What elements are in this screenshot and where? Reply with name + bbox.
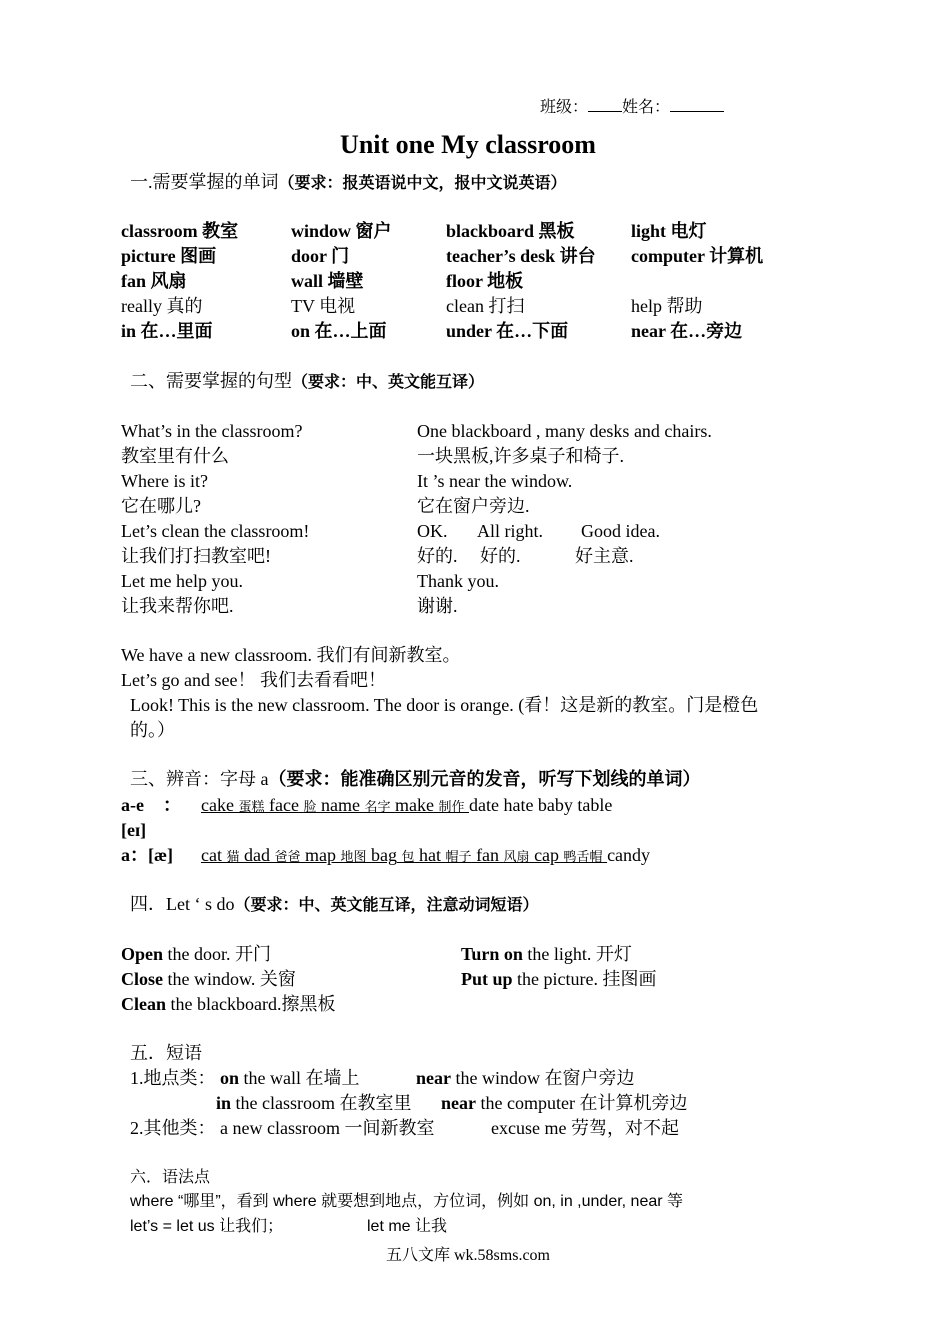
vocab-cell: really 真的: [121, 296, 203, 316]
section3-title: 三、辨音：字母 a: [130, 769, 269, 789]
sentence-cn: 教室里有什么: [121, 446, 229, 466]
action-phrase: [121, 992, 335, 1016]
class-name-line: [540, 96, 724, 120]
word-en: make: [394, 795, 434, 815]
section2-title: 二、需要掌握的句型: [130, 371, 292, 391]
phrase-rest: the classroom 在教室里: [231, 1093, 412, 1113]
phrase: [220, 1066, 360, 1090]
section2-heading: [130, 369, 484, 395]
word-cn: 鸭舌帽: [563, 849, 603, 864]
class-label: 班级：: [540, 99, 589, 116]
action-phrase: [121, 967, 296, 991]
answer-en: Thank you.: [417, 571, 499, 591]
action-phrase: [461, 942, 632, 966]
answer-en: Good idea.: [581, 521, 660, 541]
paragraph-line: We have a new classroom. 我们有间新教室。: [121, 645, 461, 665]
phrase-preposition: on: [220, 1068, 240, 1088]
action-rest: the picture. 挂图画: [512, 969, 657, 989]
vocab-cell: teacher’s desk 讲台: [446, 246, 596, 266]
vocab-cell: help 帮助: [631, 296, 703, 316]
sentence-cn: 它在哪儿?: [121, 496, 201, 516]
vocab-cell: clean 打扫: [446, 296, 525, 316]
a-underlined-words: [201, 845, 607, 865]
place-phrases-label: 1.地点类：: [130, 1068, 216, 1088]
action-verb: Open: [121, 944, 164, 964]
phrase-rest: the computer 在计算机旁边: [476, 1093, 688, 1113]
action-phrase: [121, 942, 271, 966]
phrase: excuse me 劳驾，对不起: [491, 1118, 679, 1138]
word-cn: 猫: [226, 849, 240, 864]
vocab-cell: on 在…上面: [291, 321, 387, 341]
action-verb: Clean: [121, 994, 166, 1014]
phrase-preposition: near: [416, 1068, 451, 1088]
word-cn: 爸爸: [274, 849, 301, 864]
sentence-en: Let’s clean the classroom!: [121, 521, 310, 541]
word-en: name: [320, 795, 360, 815]
section5-title: 五．短语: [130, 1043, 202, 1063]
vocab-cell: floor 地板: [446, 271, 524, 291]
section1-heading: [130, 170, 567, 196]
vocab-cell: light 电灯: [631, 221, 707, 241]
section4-requirement: （要求：中、英文能互译，注意动词短语）: [234, 897, 539, 914]
section4-title: 四．Let ‘ s do: [130, 894, 235, 914]
word-en: cake: [201, 795, 234, 815]
vocab-cell: near 在…旁边: [631, 321, 743, 341]
grammar-line: let’s = let us 让我们；: [130, 1218, 284, 1235]
vocab-cell: door 门: [291, 246, 350, 266]
phrase-rest: the window 在窗户旁边: [451, 1068, 635, 1088]
vocab-cell: TV 电视: [291, 296, 356, 316]
paragraph-line: Look! This is the new classroom. The door is orange. (看！这是新的教室。门是橙色: [130, 695, 759, 715]
answer-cn: 谢谢.: [417, 596, 458, 616]
answer-cn: 一块黑板,许多桌子和椅子.: [417, 446, 624, 466]
vocab-cell: computer 计算机: [631, 246, 764, 266]
action-verb: Turn on: [461, 944, 523, 964]
ae-word-list: [201, 793, 612, 819]
phrase: [441, 1091, 687, 1115]
word-en: dad: [244, 845, 270, 865]
phrase-preposition: in: [216, 1093, 232, 1113]
a-other-words: candy: [607, 845, 651, 865]
ae-other-words: date hate baby table: [468, 795, 613, 815]
section2-requirement: （要求：中、英文能互译）: [292, 374, 485, 391]
word-cn: 制作: [438, 799, 465, 814]
ae-underlined-words: [201, 795, 469, 815]
answer-en: One blackboard , many desks and chairs.: [417, 421, 712, 441]
answer-cn: 好主意.: [575, 546, 634, 566]
name-blank: [670, 97, 724, 112]
word-en: fan: [476, 845, 500, 865]
page-title: Unit one My classroom: [340, 130, 596, 159]
sentence-en: Let me help you.: [121, 571, 243, 591]
word-cn: 帽子: [445, 849, 472, 864]
section1-title: 需要掌握的单词: [152, 172, 279, 192]
paragraph-line: 的。）: [130, 720, 175, 740]
answer-cn: 好的.: [480, 546, 521, 566]
ae-label: a-e: [121, 795, 144, 815]
word-cn: 名字: [364, 799, 391, 814]
answer-cn: 好的.: [417, 546, 458, 566]
a-word-list: [201, 843, 650, 869]
phrase: [416, 1066, 635, 1090]
sentence-cn: 让我们打扫教室吧!: [121, 546, 271, 566]
sentence-en: What’s in the classroom?: [121, 421, 303, 441]
section3-heading: [130, 767, 701, 791]
vocab-cell: under 在…下面: [446, 321, 569, 341]
action-verb: Put up: [461, 969, 513, 989]
action-rest: the blackboard.擦黑板: [166, 994, 336, 1014]
section1-number: 一.: [130, 172, 153, 192]
word-cn: 蛋糕: [238, 799, 265, 814]
action-phrase: [461, 967, 657, 991]
word-en: hat: [419, 845, 442, 865]
other-phrases-label: 2.其他类：: [130, 1118, 216, 1138]
word-en: cat: [201, 845, 222, 865]
action-rest: the door. 开门: [163, 944, 272, 964]
answer-cn: 它在窗户旁边.: [417, 496, 530, 516]
vocab-cell: in 在…里面: [121, 321, 213, 341]
vocab-cell: blackboard 黑板: [446, 221, 575, 241]
phrase-rest: the wall 在墙上: [239, 1068, 360, 1088]
word-cn: 地图: [340, 849, 367, 864]
ae-colon: ：: [163, 795, 181, 815]
word-cn: 脸: [303, 799, 317, 814]
word-cn: 风扇: [503, 849, 530, 864]
vocab-cell: wall 墙壁: [291, 271, 364, 291]
phrase: a new classroom 一间新教室: [220, 1118, 435, 1138]
word-en: cap: [534, 845, 560, 865]
paragraph-line: Let’s go and see！ 我们去看看吧！: [121, 670, 386, 690]
footer-watermark: 五八文库 wk.58sms.com: [385, 1247, 550, 1264]
section3-requirement: （要求：能准确区别元音的发音，听写下划线的单词）: [268, 769, 701, 789]
ae-phonetic: [eɪ]: [121, 820, 147, 840]
grammar-line: let me 让我: [367, 1218, 448, 1235]
answer-en: All right.: [477, 521, 543, 541]
word-en: bag: [371, 845, 398, 865]
sentence-cn: 让我来帮你吧.: [121, 596, 234, 616]
grammar-line: where “哪里”，看到 where 就要想到地点，方位词，例如 on, in ,under, near 等: [130, 1193, 684, 1210]
phrase-preposition: near: [441, 1093, 476, 1113]
vocab-cell: picture 图画: [121, 246, 217, 266]
section6-title: 六．语法点: [130, 1169, 211, 1186]
vocab-cell: window 窗户: [291, 221, 392, 241]
action-rest: the window. 关窗: [163, 969, 296, 989]
vocab-cell: classroom 教室: [121, 221, 239, 241]
sentence-en: Where is it?: [121, 471, 208, 491]
word-en: face: [268, 795, 299, 815]
action-verb: Close: [121, 969, 163, 989]
class-blank: [588, 97, 622, 112]
vocab-cell: fan 风扇: [121, 271, 187, 291]
name-label: 姓名：: [622, 99, 671, 116]
section1-requirement: （要求：报英语说中文，报中文说英语）: [278, 175, 567, 192]
answer-en: It ’s near the window.: [417, 471, 573, 491]
word-en: map: [305, 845, 337, 865]
phrase: [216, 1091, 412, 1115]
word-cn: 包: [401, 849, 415, 864]
a-label: a：[æ]: [121, 845, 173, 865]
action-rest: the light. 开灯: [522, 944, 632, 964]
answer-en: OK.: [417, 521, 448, 541]
section4-heading: [130, 892, 539, 918]
